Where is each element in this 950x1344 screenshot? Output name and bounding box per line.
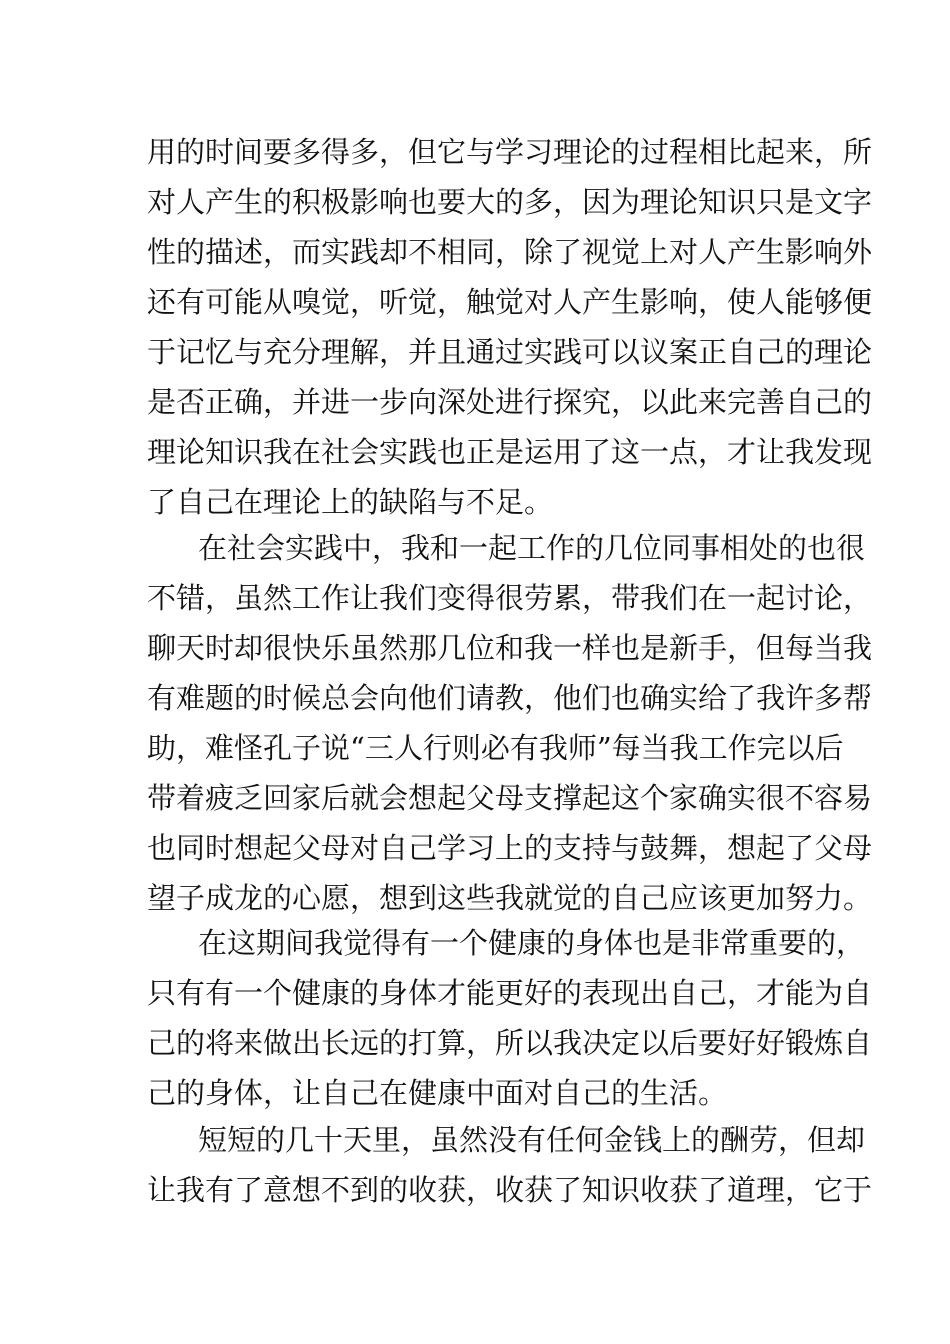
text-line: 于记忆与充分理解，并且通过实践可以议案正自己的理论 bbox=[147, 335, 873, 369]
text-line: 望子成龙的心愿，想到这些我就觉的自己应该更加努力。 bbox=[147, 881, 873, 915]
text-line: 只有有一个健康的身体才能更好的表现出自己，才能为自 bbox=[147, 976, 873, 1010]
text-line: 己的身体，让自己在健康中面对自己的生活。 bbox=[147, 1076, 728, 1110]
text-line: 不错，虽然工作让我们变得很劳累，带我们在一起讨论， bbox=[147, 581, 873, 615]
text-line: 也同时想起父母对自己学习上的支持与鼓舞，想起了父母 bbox=[147, 831, 873, 865]
text-line: 带着疲乏回家后就会想起父母支撑起这个家确实很不容易 bbox=[147, 781, 873, 815]
text-line: 聊天时却很快乐虽然那几位和我一样也是新手，但每当我 bbox=[147, 631, 873, 665]
text-line: 了自己在理论上的缺陷与不足。 bbox=[147, 485, 554, 519]
text-line: 用的时间要多得多，但它与学习理论的过程相比起来，所 bbox=[147, 135, 873, 169]
text-line: 性的描述，而实践却不相同，除了视觉上对人产生影响外 bbox=[147, 235, 873, 269]
text-line: 有难题的时候总会向他们请教，他们也确实给了我许多帮 bbox=[147, 681, 873, 715]
text-line: 助，难怪孔子说“三人行则必有我师”每当我工作完以后 bbox=[147, 731, 844, 765]
paragraph-first-line: 在这期间我觉得有一个健康的身体也是非常重要的， bbox=[198, 926, 866, 960]
text-line: 是否正确，并进一步向深处进行探究，以此来完善自己的 bbox=[147, 385, 873, 419]
text-line: 还有可能从嗅觉，听觉，触觉对人产生影响，使人能够便 bbox=[147, 285, 873, 319]
text-line: 理论知识我在社会实践也正是运用了这一点，才让我发现 bbox=[147, 435, 873, 469]
text-line: 己的将来做出长远的打算，所以我决定以后要好好锻炼自 bbox=[147, 1026, 873, 1060]
text-line: 对人产生的积极影响也要大的多，因为理论知识只是文字 bbox=[147, 185, 873, 219]
paragraph-first-line: 在社会实践中，我和一起工作的几位同事相处的也很 bbox=[198, 531, 866, 565]
text-line: 让我有了意想不到的收获，收获了知识收获了道理，它于 bbox=[147, 1173, 873, 1207]
paragraph-first-line: 短短的几十天里，虽然没有任何金钱上的酬劳，但却 bbox=[198, 1123, 866, 1157]
